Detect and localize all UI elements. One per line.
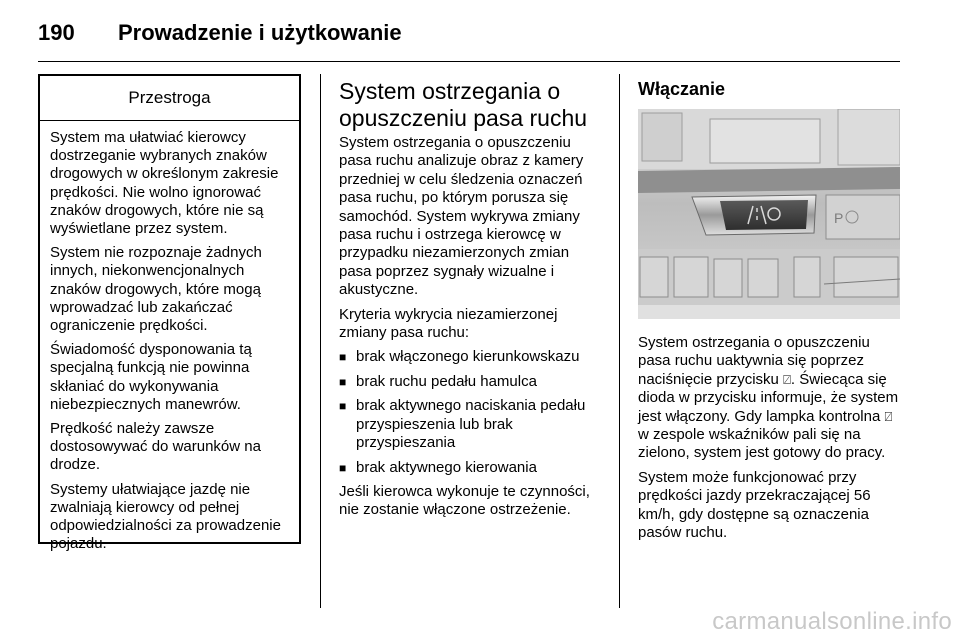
warning-body	[40, 121, 299, 553]
column-divider-1	[320, 74, 321, 608]
page-number: 190	[38, 20, 75, 45]
list-item: ■ brak włączonego kierunkowskazu	[339, 348, 601, 366]
warning-title: Przestroga	[40, 76, 299, 121]
section-heading: System ostrzegania o opuszczeniu pasa ruchu	[339, 78, 588, 131]
warning-paragraph: Systemy ułatwiające jazdę nie zwalniają kierowcy od pełnej odpowiedzialności za prowadzenie pojazdu.	[50, 480, 281, 553]
page-header	[38, 16, 900, 60]
svg-text:P: P	[834, 210, 844, 226]
enable-heading: Włączanie	[638, 79, 726, 99]
warning-box	[38, 74, 301, 553]
criteria-intro: Kryteria wykrycia niezamierzonej zmiany pasa ruchu:	[339, 305, 558, 342]
header-rule	[38, 61, 900, 62]
enable-heading-block	[638, 78, 900, 100]
dashboard-button-photo	[638, 109, 900, 319]
enable-text-part: w zespole wskaźników pali się na zielono, system jest gotowy do pracy.	[638, 426, 886, 462]
criteria-list	[339, 348, 601, 476]
enable-paragraph-2: System może funkcjonować przy prędkości jazdy przekraczającej 56 km/h, gdy dostępne są oznaczenia pasów ruchu.	[638, 468, 871, 542]
lane-assist-icon: ⍁	[783, 371, 791, 387]
section-intro: System ostrzegania o opuszczeniu pasa ruchu analizuje obraz z kamery przedniej w celu śledzenia oznaczeń pasa ruchu, po którym porusza się samochód. System wykrywa zmiany pasa ruchu i ostrzega kierowcę w przypadku niezamierzonych zmian pasa poprzez sygnały wizualne i akustyczne.	[339, 134, 584, 299]
column-divider-2	[619, 74, 620, 608]
list-item: ■ brak ruchu pedału hamulca	[339, 373, 601, 391]
enable-paragraph-1	[638, 334, 900, 463]
lane-departure-section	[339, 78, 601, 526]
warning-paragraph: Świadomość dysponowania tą specjalną funkcją nie powinna skłaniać do wykonywania niebezpiecznych manewrów.	[50, 341, 252, 413]
warning-paragraph: Prędkość należy zawsze dostosowywać do warunków na drodze.	[50, 420, 261, 474]
watermark: carmanualsonline.info	[712, 608, 952, 635]
page-title: Prowadzenie i użytkowanie	[118, 20, 402, 45]
section-outro: Jeśli kierowca wykonuje te czynności, nie zostanie włączone ostrzeżenie.	[339, 482, 590, 519]
list-item: ■ brak aktywnego kierowania	[339, 459, 601, 477]
enable-text	[638, 334, 900, 548]
enable-text-part: System ostrzegania o opuszczeniu pasa ruchu uaktywnia się poprzez naciśnięcie przycisku	[638, 334, 870, 388]
warning-paragraph: System ma ułatwiać kierowcy dostrzeganie wybranych znaków drogowych w określonym zakresie prędkości. Nie wolno ignorować znaków drogowych, które nie są wyświetlane przez system.	[50, 129, 279, 238]
list-item: ■ brak aktywnego naciskania pedału przyspieszenia lub brak przyspieszania	[339, 397, 601, 452]
warning-paragraph: System nie rozpoznaje żadnych innych, niekonwencjonalnych znaków drogowych, które mogą wprowadzać lub zakańczać ograniczenie prędkości.	[50, 244, 262, 335]
lane-assist-icon: ⍁	[884, 408, 893, 424]
enable-text-part: . Świecąca się dioda w przycisku informuje, że system jest włączony. Gdy lampka kontrolna	[638, 370, 899, 425]
